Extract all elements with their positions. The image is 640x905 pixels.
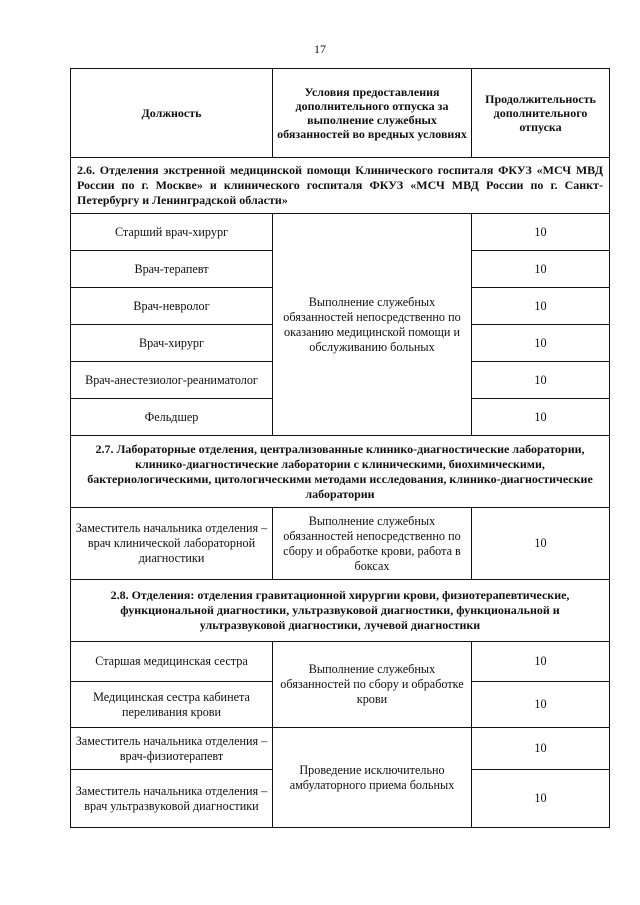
position-cell: Врач-терапевт (71, 251, 273, 288)
table-row (71, 214, 610, 251)
section-title: 2.6. Отделения экстренной медицинской помощи Клинического госпиталя ФКУЗ «МСЧ МВД России по г. Москве» и клинического госпиталя ФКУЗ «МСЧ МВД России по г. Санкт-Петербургу и Ленинградской области» (71, 158, 610, 214)
position-cell: Старшая медицинская сестра (71, 642, 273, 682)
section-title: 2.7. Лабораторные отделения, централизованные клинико-диагностические лаборатории, клинико-диагностические лаборатории с клиническими, биохимическими, бактериологическими, цитологическими методами исследования, клинико-диагностические лаборатории (71, 436, 610, 508)
table-header-row (71, 69, 610, 158)
position-cell: Врач-невролог (71, 288, 273, 325)
header-duration: Продолжительность дополнительного отпуска (472, 69, 610, 158)
duration-cell: 10 (472, 325, 610, 362)
position-cell: Медицинская сестра кабинета переливания крови (71, 682, 273, 728)
position-cell: Врач-хирург (71, 325, 273, 362)
duration-cell: 10 (472, 508, 610, 580)
position-cell: Заместитель начальника отделения – врач ультразвуковой диагностики (71, 770, 273, 828)
page-number: 17 (314, 42, 326, 56)
table-row (71, 508, 610, 580)
duration-cell: 10 (472, 682, 610, 728)
duration-cell: 10 (472, 362, 610, 399)
duration-cell: 10 (472, 251, 610, 288)
table-row (71, 642, 610, 682)
section-heading (71, 158, 610, 214)
position-cell: Старший врач-хирург (71, 214, 273, 251)
condition-cell: Выполнение служебных обязанностей непосредственно по сбору и обработке крови, работа в боксах (273, 508, 472, 580)
condition-cell: Проведение исключительно амбулаторного приема больных (273, 728, 472, 828)
duration-cell: 10 (472, 214, 610, 251)
leave-table (70, 68, 610, 828)
table-row (71, 728, 610, 770)
header-position: Должность (71, 69, 273, 158)
section-heading (71, 436, 610, 508)
duration-cell: 10 (472, 728, 610, 770)
section-heading (71, 580, 610, 642)
position-cell: Заместитель начальника отделения – врач-физиотерапевт (71, 728, 273, 770)
duration-cell: 10 (472, 770, 610, 828)
duration-cell: 10 (472, 288, 610, 325)
position-cell: Врач-анестезиолог-реаниматолог (71, 362, 273, 399)
position-cell: Заместитель начальника отделения – врач клинической лабораторной диагностики (71, 508, 273, 580)
condition-cell: Выполнение служебных обязанностей по сбору и обработке крови (273, 642, 472, 728)
condition-cell: Выполнение служебных обязанностей непосредственно по оказанию медицинской помощи и обслуживанию больных (273, 214, 472, 436)
section-title: 2.8. Отделения: отделения гравитационной хирургии крови, физиотерапевтические, функциональной диагностики, ультразвуковой диагностики, функциональной и ультразвуковой диагностики, лучевой диагностики (71, 580, 610, 642)
position-cell: Фельдшер (71, 399, 273, 436)
duration-cell: 10 (472, 642, 610, 682)
header-conditions: Условия предоставления дополнительного отпуска за выполнение служебных обязанностей во вредных условиях (273, 69, 472, 158)
duration-cell: 10 (472, 399, 610, 436)
